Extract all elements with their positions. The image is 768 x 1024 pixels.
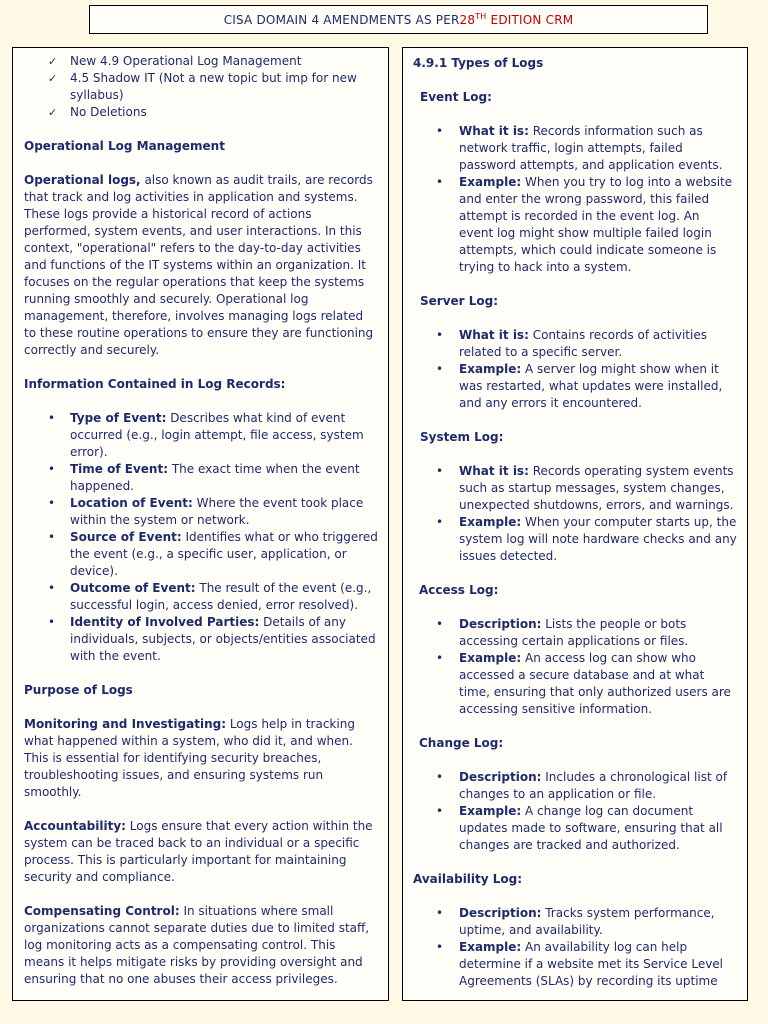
list-item: • Example: A change log can document updates made to software, ensuring that all changes are tracked and authorized. [436,804,723,852]
list-item: • What it is: Records information such as network traffic, login attempts, failed password attempts, and application events. [436,124,723,172]
list-item: • Example: An availability log can help determine if a website met its Service Level Agreements (SLAs) by recording its uptime [436,940,724,988]
list-item: • Example: When your computer starts up, the system log will note hardware checks and any issues detected. [436,515,737,563]
info-heading: Information Contained in Log Records: [24,377,286,391]
bullet-icon: • [436,328,444,342]
oplog-heading: Operational Log Management [24,139,225,153]
system-log-heading: System Log: [420,430,504,444]
list-item: • What it is: Records operating system events such as startup messages, system changes, unexpected shutdowns, errors, and warnings. [436,464,734,512]
bullet-icon: • [436,804,444,818]
list-item: • Description: Tracks system performance, uptime, and availability. [436,906,715,937]
bullet-icon: • [48,462,56,476]
availability-log-heading: Availability Log: [413,872,523,886]
types-of-logs-heading: 4.9.1 Types of Logs [413,56,544,70]
bullet-icon: • [436,617,444,631]
list-item: • Location of Event: Where the event took place within the system or network. [48,496,364,527]
right-column [402,47,748,1001]
checklist-item: ✓ New 4.9 Operational Log Management [48,54,302,68]
server-log-heading: Server Log: [420,294,499,308]
purpose-monitoring: Monitoring and Investigating: Logs help in tracking what happened within a system, who did it, and when. This is essential for identifying security breaches, troubleshooting issues, and ensuring systems run smoothly. [24,717,355,799]
checkmark-icon: ✓ [48,55,58,68]
list-item: • Source of Event: Identifies what or who triggered the event (e.g., a specific user, application, or device). [48,530,378,578]
bullet-icon: • [48,530,56,544]
event-log-list [413,123,737,276]
bullet-icon: • [48,411,56,425]
list-item: • Example: An access log can show who accessed a secure database and at what time, ensuring that only authorized users are accessing sensitive information. [436,651,731,716]
event-log-heading: Event Log: [420,90,492,104]
list-item: • Outcome of Event: The result of the event (e.g., successful login, access denied, error resolved). [48,581,372,612]
bullet-icon: • [436,515,444,529]
change-log-heading: Change Log: [419,736,504,750]
bullet-icon: • [48,496,56,510]
access-log-heading: Access Log: [419,583,499,597]
checkmark-icon: ✓ [48,106,58,119]
list-item: • Example: When you try to log into a website and enter the wrong password, this failed attempt is recorded in the event log. An event log might show multiple failed login attempts, which could indicate someone is trying to hack into a system. [436,175,733,274]
list-item: • What it is: Contains records of activities related to a specific server. [436,328,707,359]
purpose-compensating-control: Compensating Control: In situations where small organizations cannot separate duties due to limited staff, log monitoring acts as a compensating control. This means it helps mitigate risks by providing oversight and ensuring that no one abuses their access privileges. [24,904,370,986]
change-log-list [413,769,737,854]
access-log-list [413,616,737,718]
bullet-icon: • [436,940,444,954]
checklist-item: ✓ No Deletions [48,105,147,119]
bullet-icon: • [436,362,444,376]
bullet-icon: • [436,651,444,665]
amendment-checklist [24,53,378,121]
list-item: • Example: A server log might show when it was restarted, what updates were installed, and any errors it encountered. [436,362,723,410]
purpose-heading: Purpose of Logs [24,683,133,697]
list-item: • Type of Event: Describes what kind of event occurred (e.g., login attempt, file access, system error). [48,411,364,459]
list-item: • Time of Event: The exact time when the event happened. [48,462,360,493]
document-title [89,5,708,34]
title-edition-number: 28TH EDITION CRM [459,12,574,27]
bullet-icon: • [436,124,444,138]
bullet-icon: • [436,464,444,478]
bullet-icon: • [436,906,444,920]
list-item: • Identity of Involved Parties: Details of any individuals, subjects, or objects/entities associated with the event. [48,615,376,663]
purpose-accountability: Accountability: Logs ensure that every action within the system can be traced back to an individual or a specific process. This is particularly important for maintaining security and compliance. [24,819,373,884]
bullet-icon: • [48,581,56,595]
system-log-list [413,463,737,565]
checkmark-icon: ✓ [48,72,58,85]
server-log-list [413,327,737,412]
title-main: CISA DOMAIN 4 AMENDMENTS AS PER [223,12,460,27]
list-item: • Description: Lists the people or bots accessing certain applications or files. [436,617,689,648]
list-item: • Description: Includes a chronological list of changes to an application or file. [436,770,728,801]
bullet-icon: • [436,770,444,784]
bullet-icon: • [48,615,56,629]
left-column [12,47,389,1001]
info-list [24,410,378,665]
availability-log-list [413,905,737,990]
checklist-item: ✓ 4.5 Shadow IT (Not a new topic but imp for new syllabus) [48,71,357,102]
oplog-paragraph: Operational logs, also known as audit trails, are records that track and log activities in application and systems. These logs provide a historical record of actions performed, system events, and user interactions. In this context, "operational" refers to the day-to-day activities and functions of the IT systems within an organization. It focuses on the regular operations that keep the systems running smoothly and securely. Operational log management, therefore, involves managing logs related to these routine operations to ensure they are functioning correctly and securely. [24,173,374,357]
bullet-icon: • [436,175,444,189]
